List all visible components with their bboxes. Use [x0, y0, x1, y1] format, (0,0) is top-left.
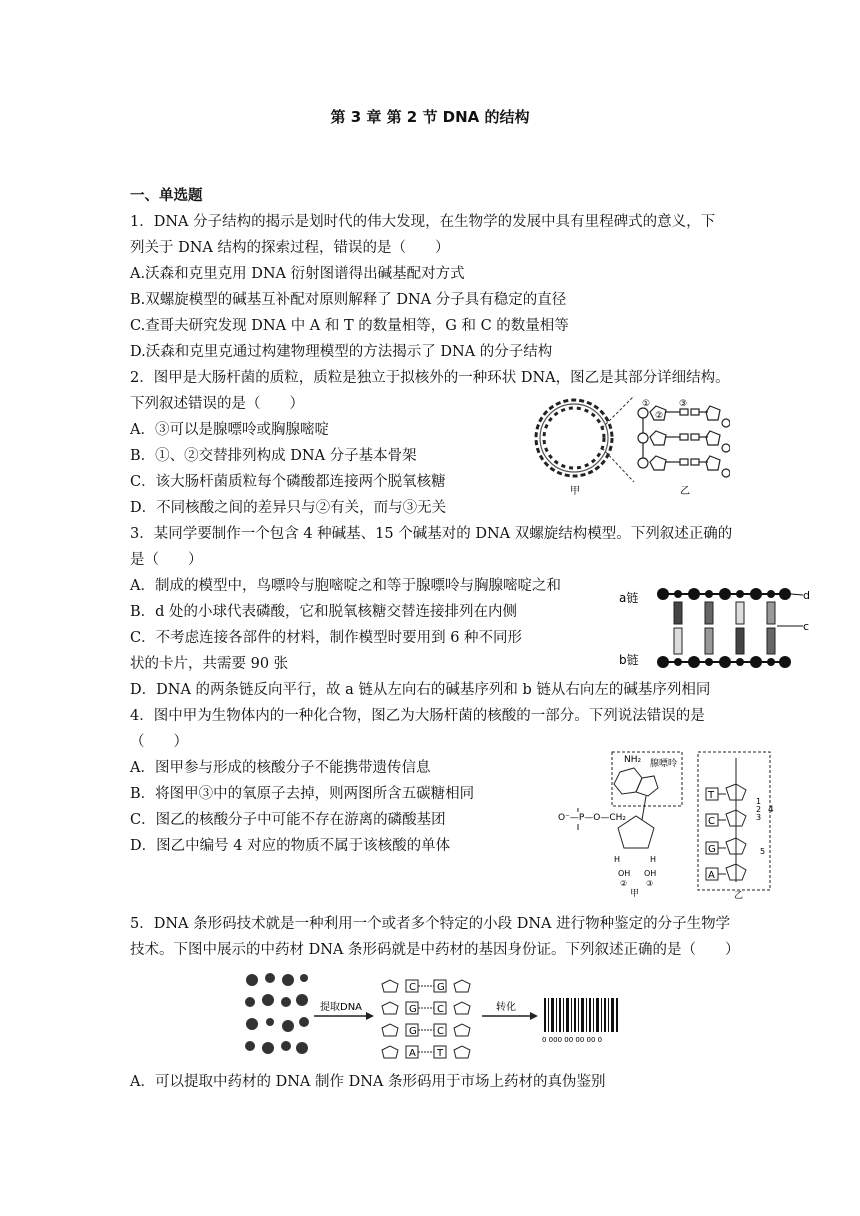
label-jia4: 甲	[630, 889, 640, 899]
dna-pairs	[382, 980, 470, 1058]
q5-stem-line1: 5．DNA 条形码技术就是一种利用一个或者多个特定的小段 DNA 进行物种鉴定的分子生物学	[130, 916, 731, 932]
pair3-left: G	[409, 1026, 417, 1037]
dna-barcode-figure	[238, 966, 622, 1066]
label-b-chain: b链	[619, 653, 639, 667]
herb-images	[245, 973, 309, 1054]
q4-stem-line2: （ ）	[130, 734, 188, 750]
label-1: ①	[642, 399, 651, 409]
num-2: 2	[756, 805, 762, 814]
pair2-left: G	[409, 1004, 417, 1015]
label-c: c	[803, 620, 810, 633]
barcode	[544, 998, 618, 1032]
pair4-left: A	[409, 1048, 416, 1059]
label-nh2: NH₂	[624, 755, 642, 765]
q3-option-a: A．制成的模型中，鸟嘌呤与胞嘧啶之和等于腺嘌呤与胸腺嘧啶之和	[130, 578, 561, 594]
svg-text:H: H	[614, 855, 621, 864]
num-3: 3	[756, 813, 762, 822]
label-adenine: 腺嘌呤	[650, 759, 678, 769]
q1-stem-line2: 列关于 DNA 结构的探索过程，错误的是（ ）	[130, 240, 450, 256]
q2-option-d: D．不同核酸之间的差异只与②有关，而与③无关	[130, 500, 447, 516]
q1-option-d: D.沃森和克里克通过构建物理模型的方法揭示了 DNA 的分子结构	[130, 344, 553, 360]
barcode-number: 0 000 00 00 00 0	[542, 1036, 603, 1044]
dna-model-figure	[615, 582, 815, 678]
pair2-right: C	[437, 1004, 444, 1015]
label-a-chain: a链	[619, 591, 639, 605]
q4-option-a: A．图甲参与形成的核酸分子不能携带遗传信息	[130, 760, 431, 776]
q3-option-c-line2: 状的卡片，共需要 90 张	[130, 656, 289, 672]
num-1: 1	[756, 797, 762, 806]
base-C: C	[708, 816, 715, 827]
page-title: 第 3 章 第 2 节 DNA 的结构	[330, 108, 530, 126]
q3-option-c-line1: C．不考虑连接各部件的材料，制作模型时要用到 6 种不同形	[130, 630, 523, 646]
label-3: ③	[679, 399, 688, 409]
q5-stem-line2: 技术。下图中展示的中药材 DNA 条形码就是中药材的基因身份证。下列叙述正确的是（ ）	[130, 942, 740, 958]
q3-stem-line2: 是（ ）	[130, 552, 203, 568]
pair1-left: C	[409, 982, 416, 993]
label-d: d	[803, 589, 810, 602]
num-4: 4	[768, 805, 774, 815]
q2-stem-line1: 2．图甲是大肠杆菌的质粒，质粒是独立于拟核外的一种环状 DNA，图乙是其部分详细结构。	[130, 370, 730, 386]
label-yi4: 乙	[734, 891, 744, 900]
adenine-ring	[614, 768, 642, 794]
dna-detail	[638, 406, 730, 477]
base-G: G	[708, 844, 716, 855]
plasmid-figure	[530, 388, 730, 500]
q2-option-c: C．该大肠杆菌质粒每个磷酸都连接两个脱氧核糖	[130, 474, 446, 490]
q1-option-c: C.查哥夫研究发现 DNA 中 A 和 T 的数量相等，G 和 C 的数量相等	[130, 318, 569, 334]
pair1-right: G	[437, 982, 445, 993]
base-A: A	[708, 870, 715, 881]
q4-stem-line1: 4．图中甲为生物体内的一种化合物，图乙为大肠杆菌的核酸的一部分。下列说法错误的是	[130, 708, 705, 724]
q2-stem-line2: 下列叙述错误的是（ ）	[130, 396, 304, 412]
q1-option-a: A.沃森和克里克用 DNA 衍射图谱得出碱基配对方式	[130, 266, 465, 282]
label-extract: 提取DNA	[320, 1002, 363, 1013]
label-convert: 转化	[496, 1002, 516, 1013]
num-5: 5	[760, 847, 766, 856]
model-top-strand	[657, 588, 791, 600]
label-jia: 甲	[570, 486, 580, 497]
pair4-right: T	[437, 1048, 444, 1059]
section-heading: 一、单选题	[130, 188, 203, 204]
q5-option-a: A．可以提取中药材的 DNA 制作 DNA 条形码用于市场上药材的真伪鉴别	[130, 1074, 606, 1090]
svg-text:OH: OH	[644, 869, 657, 878]
q3-option-b: B．d 处的小球代表磷酸，它和脱氧核糖交替连接排列在内侧	[130, 604, 518, 620]
q3-option-d: D．DNA 的两条链反向平行，故 a 链从左向右的碱基序列和 b 链从右向左的碱基序列相同	[130, 682, 711, 698]
q2-option-b: B．①、②交替排列构成 DNA 分子基本骨架	[130, 448, 417, 464]
model-bottom-strand	[657, 656, 791, 668]
pair3-right: C	[437, 1026, 444, 1037]
model-base-cards	[674, 602, 775, 654]
q4-option-c: C．图乙的核酸分子中可能不存在游离的磷酸基团	[130, 812, 446, 828]
q2-option-a: A．③可以是腺嘌呤或胸腺嘧啶	[130, 422, 329, 438]
svg-text:③: ③	[646, 879, 654, 888]
label-2: ②	[655, 411, 664, 421]
svg-text:②: ②	[620, 879, 628, 888]
q3-stem-line1: 3．某同学要制作一个包含 4 种碱基、15 个碱基对的 DNA 双螺旋结构模型。下列叙述正确的	[130, 526, 733, 542]
svg-text:O⁻—P—O—CH₂: O⁻—P—O—CH₂	[558, 813, 627, 823]
q1-option-b: B.双螺旋模型的碱基互补配对原则解释了 DNA 分子具有稳定的直径	[130, 292, 567, 308]
label-yi: 乙	[680, 486, 690, 497]
base-T: T	[708, 790, 715, 801]
svg-text:H: H	[650, 855, 657, 864]
q4-option-d: D．图乙中编号 4 对应的物质不属于该核酸的单体	[130, 838, 451, 854]
plasmid-ring	[536, 400, 612, 476]
q1-stem-line1: 1．DNA 分子结构的揭示是划时代的伟大发现，在生物学的发展中具有里程碑式的意义，下	[130, 214, 716, 230]
q4-option-b: B．将图甲③中的氧原子去掉，则两图所含五碳糖相同	[130, 786, 475, 802]
svg-text:OH: OH	[618, 869, 631, 878]
nucleotide-figure	[556, 748, 816, 900]
